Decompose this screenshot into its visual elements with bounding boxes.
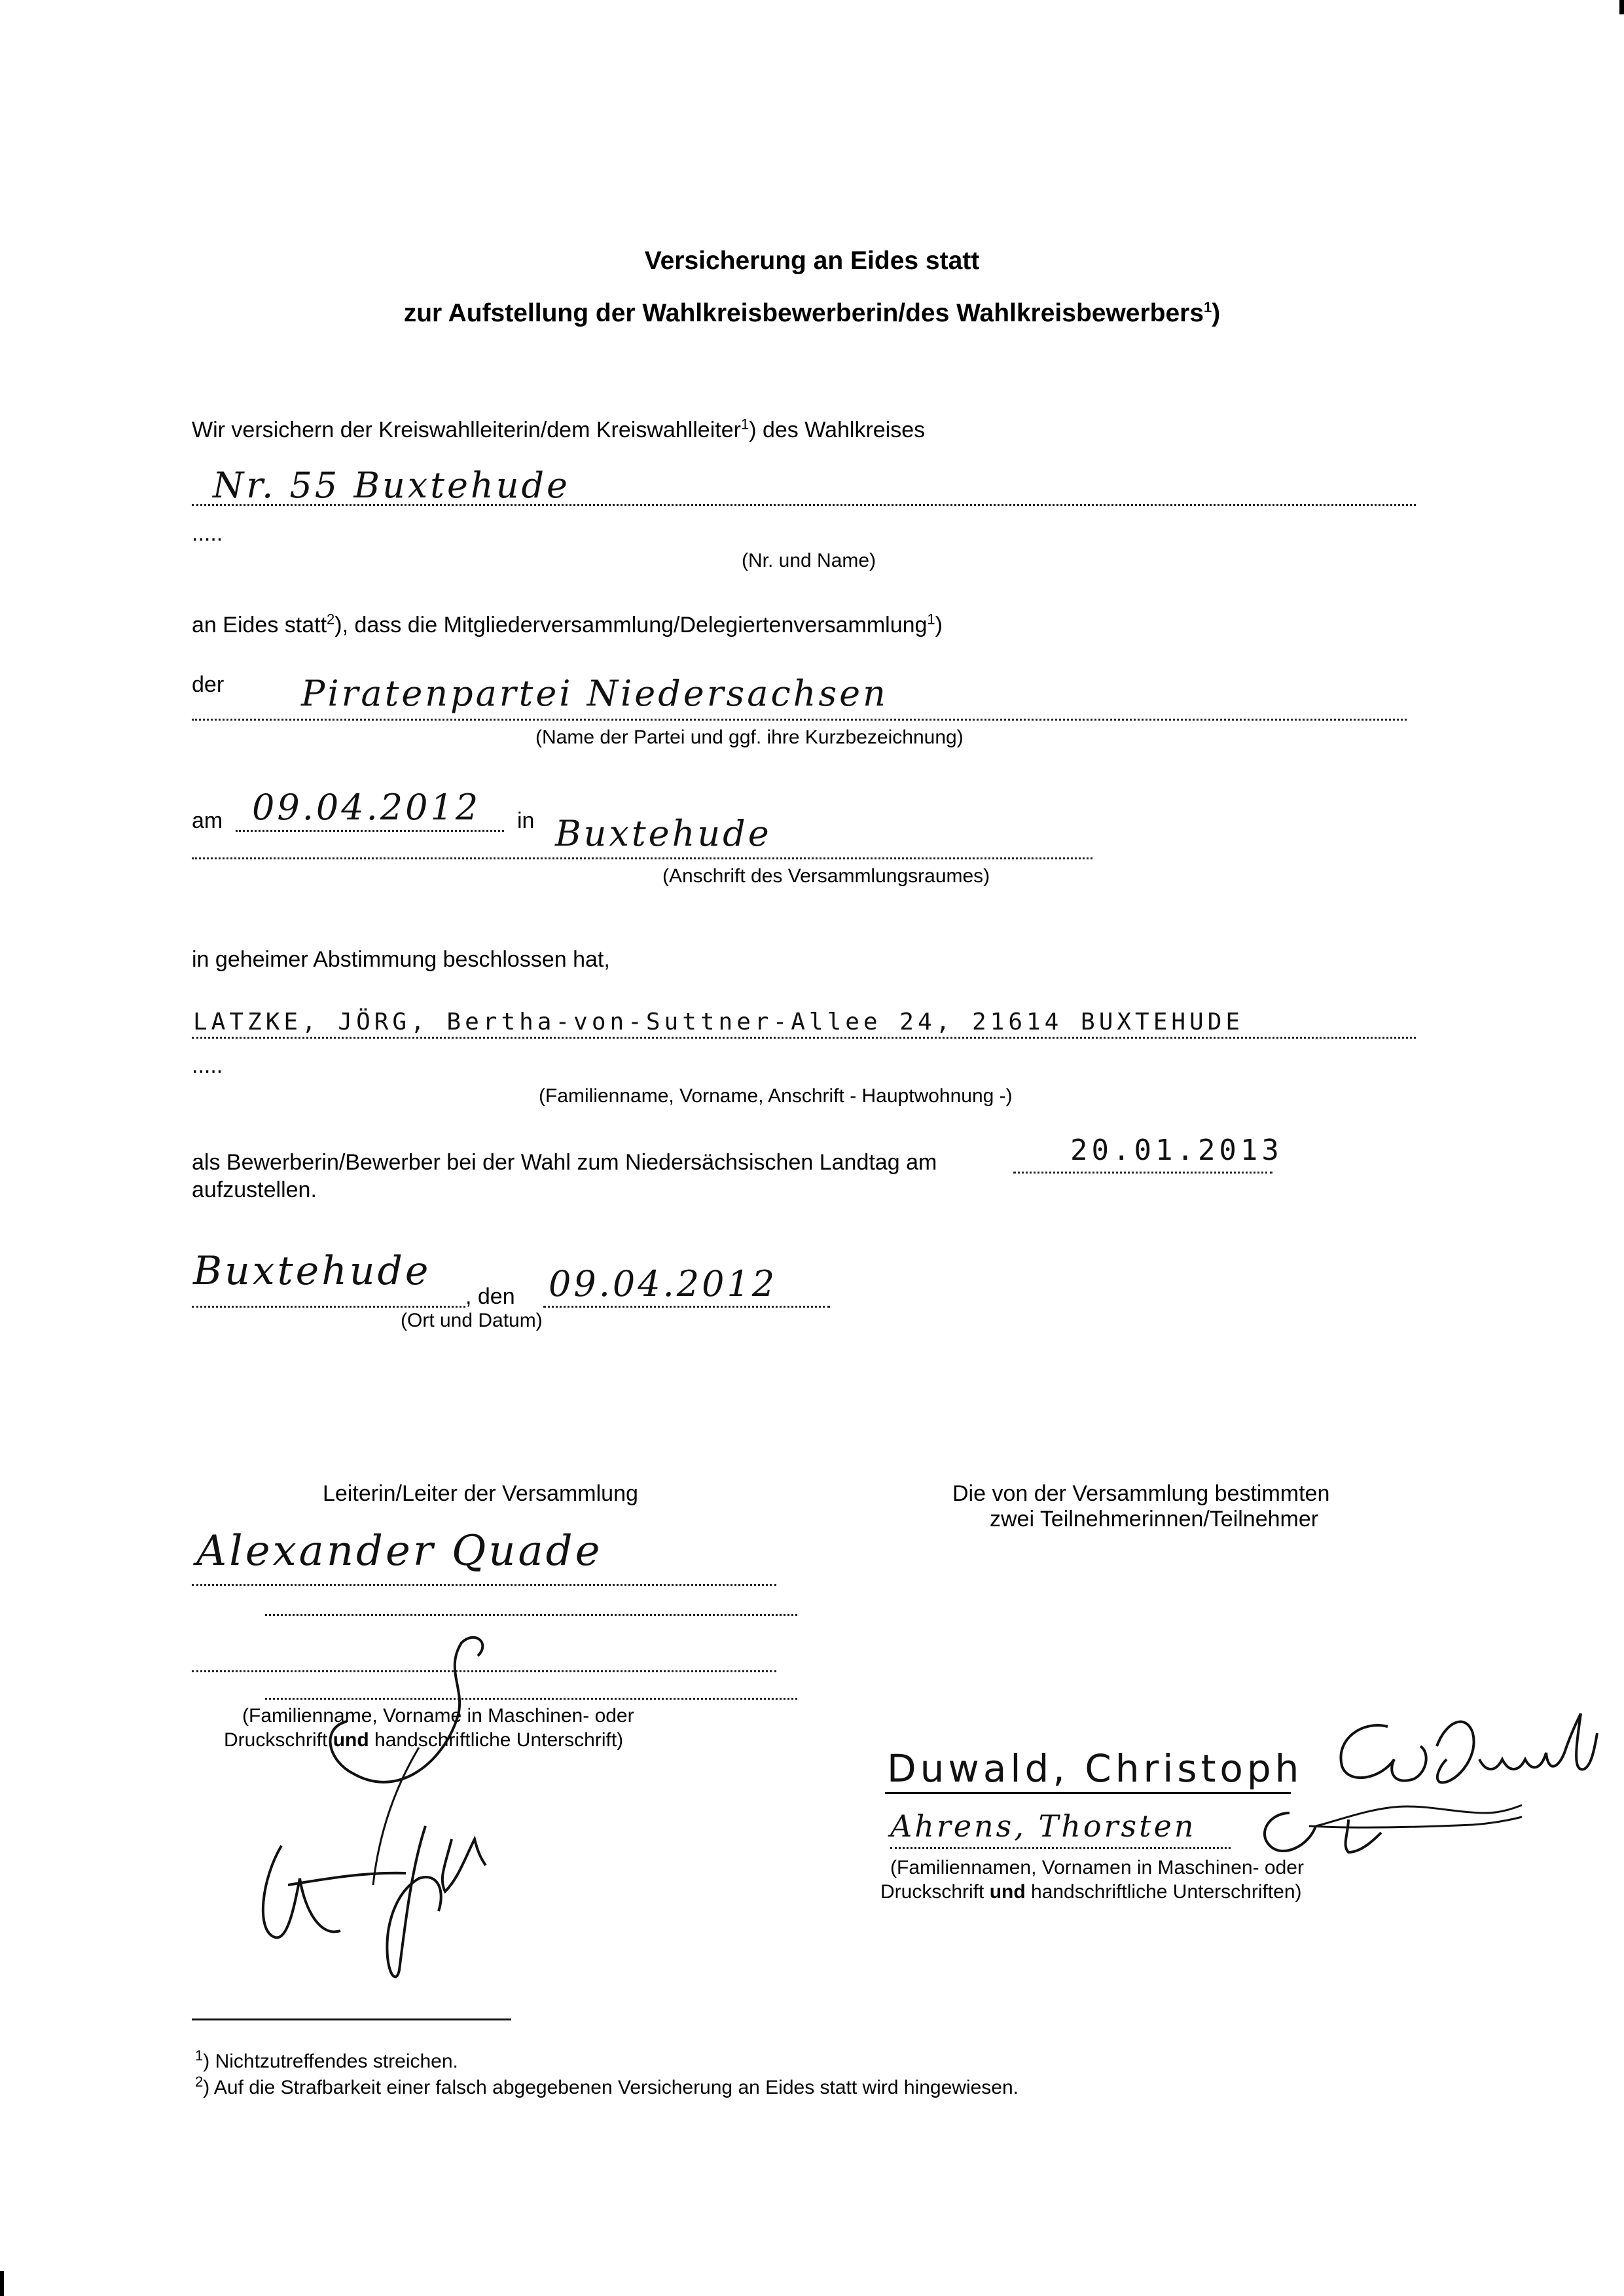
- sign-date-value: 09.04.2012: [549, 1263, 778, 1304]
- title-footnote-mark: 1: [1204, 299, 1212, 315]
- document-subtitle: [0, 298, 1624, 329]
- document-title: [0, 246, 1624, 276]
- meeting-place-value: Buxtehude: [555, 813, 772, 854]
- oath-text-before: an Eides statt: [192, 613, 327, 637]
- footnote-2: [195, 2073, 1019, 2100]
- candidate-value: LATZKE, JÖRG, Bertha-von-Suttner-Allee 24, 21614 BUXTEHUDE: [193, 1009, 1244, 1035]
- footnote-1-mark: 1: [195, 2047, 204, 2064]
- meeting-am-label: am: [192, 808, 223, 833]
- election-text: als Bewerberin/Bewerber bei der Wahl zum Niedersächsischen Landtag am: [192, 1150, 937, 1175]
- footnote-separator: [192, 2018, 511, 2020]
- participants-caption-line-2-b: handschriftliche Unterschriften): [1025, 1881, 1302, 1903]
- leader-line-1: [192, 1584, 776, 1586]
- sign-den-label: , den: [465, 1284, 515, 1309]
- sign-caption: (Ort und Datum): [401, 1310, 543, 1331]
- decision-text: in geheimer Abstimmung beschlossen hat,: [192, 947, 610, 972]
- participant-2-line: [890, 1847, 1231, 1849]
- participant-2-name-value: Ahrens, Thorsten: [890, 1808, 1197, 1844]
- oath-footnote-mark-1: 1: [927, 611, 935, 628]
- footnote-1: [195, 2047, 458, 2073]
- footnote-2-mark: 2: [195, 2073, 204, 2090]
- oath-text: [192, 612, 943, 638]
- title-line-1: Versicherung an Eides statt: [644, 247, 980, 275]
- oath-footnote-mark-2: 2: [327, 611, 335, 628]
- wahlkreis-caption: (Nr. und Name): [742, 550, 876, 571]
- footnote-1-text: ) Nichtzutreffendes streichen.: [203, 2051, 458, 2072]
- sign-place-value: Buxtehude: [193, 1248, 431, 1294]
- intro-text-before: Wir versichern der Kreiswahlleiterin/dem Kreiswahlleiter: [192, 418, 741, 442]
- leader-caption-line-1: (Familienname, Vorname in Maschinen- oder: [242, 1705, 634, 1727]
- participants-caption-line-2-bold: und: [989, 1881, 1026, 1903]
- party-caption: (Name der Partei und ggf. ihre Kurzbezeichnung): [535, 726, 964, 748]
- wahlkreis-line: [192, 504, 1416, 506]
- meeting-date-value: 09.04.2012: [252, 787, 481, 828]
- intro-text-after: ) des Wahlkreises: [749, 418, 926, 442]
- candidate-caption: (Familienname, Vorname, Anschrift - Hauptwohnung -): [539, 1085, 1013, 1107]
- participants-caption-line-1: (Familiennamen, Vornamen in Maschinen- oder: [890, 1857, 1304, 1878]
- election-text-2: aufzustellen.: [192, 1177, 317, 1202]
- leader-name-value: Alexander Quade: [196, 1527, 603, 1575]
- footnote-2-text: ) Auf die Strafbarkeit einer falsch abgegebenen Versicherung an Eides statt wird hingewiesen.: [203, 2077, 1019, 2098]
- candidate-continuation: .....: [192, 1053, 223, 1078]
- party-label: der: [192, 672, 225, 697]
- leader-signature: [249, 1630, 524, 1983]
- intro-text: [192, 417, 925, 443]
- wahlkreis-value: Nr. 55 Buxtehude: [213, 465, 570, 506]
- leader-heading: Leiterin/Leiter der Versammlung: [323, 1481, 638, 1506]
- scan-edge-mark: [1619, 0, 1624, 14]
- participants-heading-line-1: Die von der Versammlung bestimmten: [952, 1481, 1330, 1506]
- title-line-2-close: ): [1212, 299, 1221, 327]
- participant-1-name-value: Duwald, Christoph: [887, 1746, 1303, 1791]
- title-line-2-text: zur Aufstellung der Wahlkreisbewerberin/des Wahlkreisbewerbers: [403, 299, 1204, 327]
- participants-caption-line-2-a: Druckschrift: [880, 1881, 990, 1903]
- sign-place-line: [192, 1306, 465, 1308]
- oath-text-after: ): [935, 613, 943, 637]
- meeting-in-label: in: [517, 808, 535, 833]
- wahlkreis-continuation: .....: [192, 521, 223, 546]
- participant-1-underline: [885, 1792, 1291, 1794]
- party-line: [192, 719, 1407, 721]
- participants-heading-line-2: zwei Teilnehmerinnen/Teilnehmer: [990, 1507, 1319, 1532]
- election-date-value: 20.01.2013: [1070, 1134, 1283, 1167]
- candidate-line: [192, 1037, 1416, 1039]
- leader-caption-line-2-b: handschriftliche Unterschrift): [369, 1729, 624, 1751]
- leader-line-2: [265, 1614, 797, 1616]
- intro-footnote-mark: 1: [740, 416, 749, 433]
- scan-edge-mark: [0, 2271, 4, 2296]
- oath-text-middle: ), dass die Mitgliederversammlung/Delegiertenversammlung: [334, 613, 928, 637]
- participant-2-signature: [1250, 1787, 1525, 1865]
- meeting-date-line: [236, 830, 504, 832]
- meeting-caption: (Anschrift des Versammlungsraumes): [662, 865, 990, 887]
- party-value: Piratenpartei Niedersachsen: [301, 673, 888, 714]
- participant-1-signature: [1316, 1707, 1604, 1799]
- participants-caption-line-2: [880, 1880, 1302, 1904]
- leader-caption-line-2-a: Druckschrift: [224, 1729, 333, 1751]
- leader-caption-line-2-bold: und: [333, 1729, 369, 1751]
- sign-date-line: [543, 1306, 830, 1308]
- election-date-line: [1013, 1172, 1272, 1174]
- meeting-place-line: [192, 857, 1092, 859]
